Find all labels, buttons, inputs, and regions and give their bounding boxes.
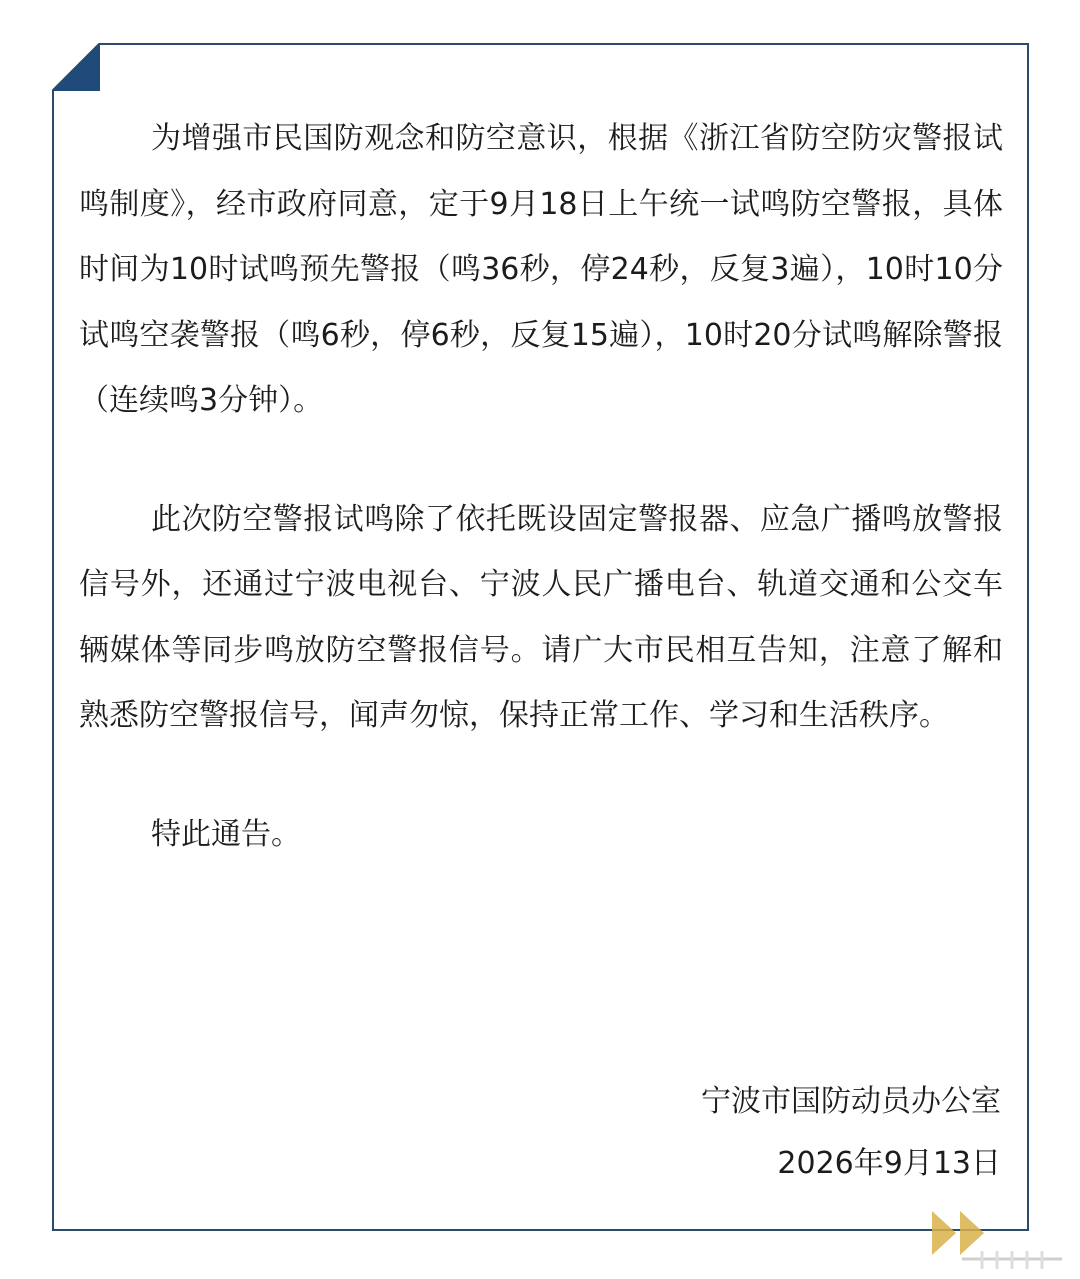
notice-paragraph-1: 为增强市民国防观念和防空意识，根据《浙江省防空防灾警报试鸣制度》，经市政府同意，定于9月18日上午统一试鸣防空警报，具体时间为10时试鸣预先警报（鸣36秒，停24秒，反复3遍），10时10分试鸣空袭警报（鸣6秒，停6秒，反复15遍），10时20分试鸣解除警报（连续鸣3分钟）。 xyxy=(79,121,1003,418)
notice-paragraph-2: 此次防空警报试鸣除了依托既设固定警报器、应急广播鸣放警报信号外，还通过宁波电视台、宁波人民广播电台、轨道交通和公交车辆媒体等同步鸣放防空警报信号。请广大市民相互告知，注意了解和熟悉防空警报信号，闻声勿惊，保持正常工作、学习和生活秩序。 xyxy=(79,501,1003,733)
issue-date: 2026年9月13日 xyxy=(777,1146,1001,1181)
notice-body xyxy=(79,106,1003,867)
issuer-name: 宁波市国防动员办公室 xyxy=(701,1084,1001,1119)
signature-block xyxy=(701,1071,1001,1195)
double-arrow-watermark-icon xyxy=(922,1203,1072,1273)
notice-paragraph-3: 特此通告。 xyxy=(151,816,301,852)
